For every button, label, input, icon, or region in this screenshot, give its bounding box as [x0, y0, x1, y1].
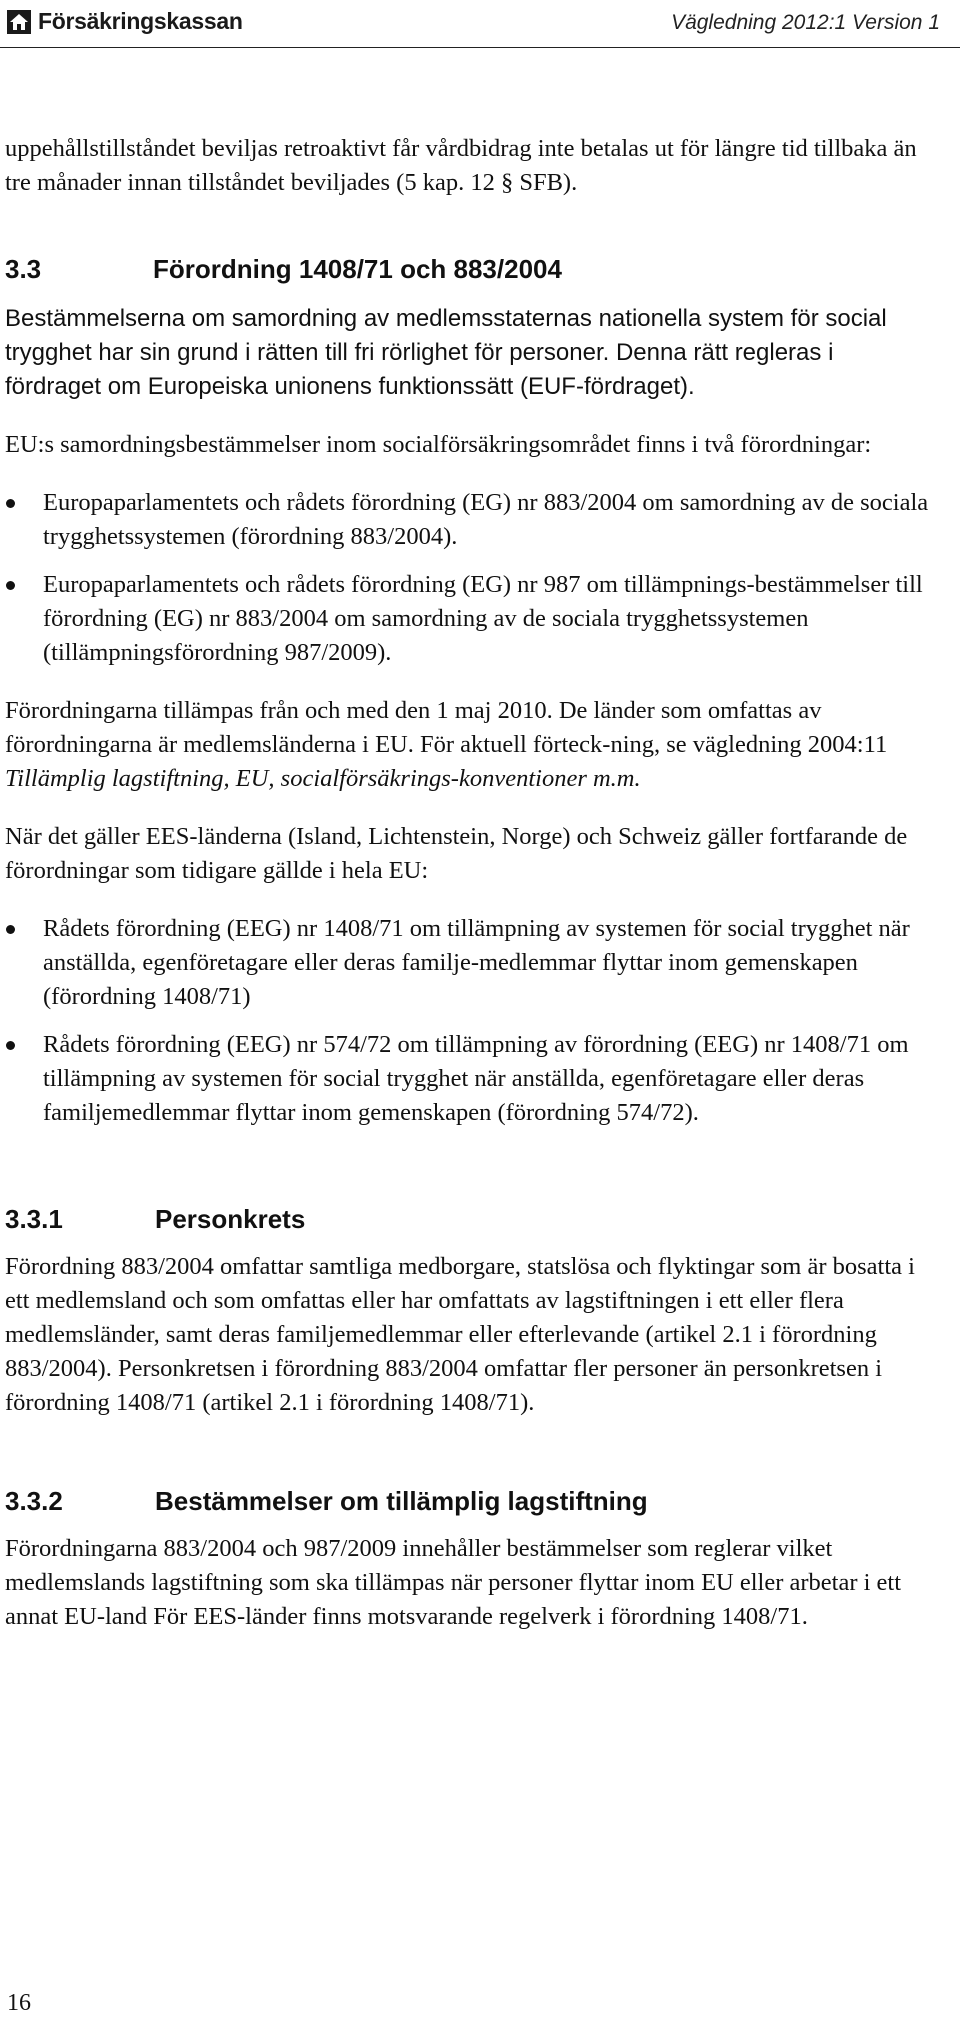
- bullet-icon: [6, 1041, 15, 1050]
- section-title: Förordning 1408/71 och 883/2004: [153, 254, 562, 284]
- house-logo-icon: [6, 9, 32, 35]
- guide-reference: Tillämplig lagstiftning, EU, socialförsäkrings-konventioner m.m.: [5, 765, 641, 792]
- paragraph-application: [5, 694, 930, 796]
- bullet-icon: [6, 499, 15, 508]
- bullet-icon: [6, 581, 15, 590]
- list-item: [5, 568, 930, 670]
- list-item: [5, 1028, 930, 1130]
- list-item: [5, 912, 930, 1014]
- section-title: Bestämmelser om tillämplig lagstiftning: [155, 1486, 648, 1516]
- list-item-text: Rådets förordning (EEG) nr 1408/71 om tillämpning av systemen för social trygghet när anställda, egenföretagare eller deras familje-medlemmar flyttar inom gemenskapen (förordning 1408/71): [43, 915, 910, 1010]
- header-divider: [0, 47, 960, 48]
- document-version: Vägledning 2012:1 Version 1: [671, 11, 940, 34]
- section-number: 3.3.2: [5, 1486, 63, 1516]
- section-heading-3-3: [5, 252, 930, 286]
- bullet-icon: [6, 925, 15, 934]
- section-number: 3.3: [5, 254, 42, 284]
- page-number: 16: [7, 1990, 31, 2016]
- page-header: [0, 0, 960, 48]
- paragraph-text: Förordningarna tillämpas från och med den 1 maj 2010. De länder som omfattas av förordningarna är medlemsländerna i EU. För aktuell förteck-ning, se vägledning 2004:11: [5, 697, 888, 758]
- logo-text: Försäkringskassan: [38, 8, 243, 34]
- list-item-text: Rådets förordning (EEG) nr 574/72 om tillämpning av förordning (EEG) nr 1408/71 om tillämpning av systemen för social trygghet när anställda, egenföretagare eller deras familjemedlemmar flyttar inom gemenskapen (förordning 574/72).: [43, 1031, 909, 1126]
- section-title: Personkrets: [155, 1204, 306, 1234]
- regulation-list-eu: [5, 486, 930, 670]
- paragraph-ees: När det gäller EES-länderna (Island, Lichtenstein, Norge) och Schweiz gäller fortfarande de förordningar som tidigare gällde i hela EU:: [5, 823, 908, 884]
- list-item-text: Europaparlamentets och rådets förordning (EG) nr 883/2004 om samordning av de sociala trygghetssystemen (förordning 883/2004).: [43, 489, 929, 550]
- regulation-list-ees: [5, 912, 930, 1130]
- section-intro: Bestämmelserna om samordning av medlemsstaternas nationella system för social trygghet har sin grund i rätten till fri rörlighet för personer. Denna rätt regleras i fördraget om Europeiska unionens funktionssätt (EUF-fördraget).: [5, 305, 887, 400]
- page-body: [5, 132, 930, 1658]
- list-item: [5, 486, 930, 554]
- logo: [6, 8, 243, 35]
- paragraph-tillamplig-lagstiftning: Förordningarna 883/2004 och 987/2009 innehåller bestämmelser som reglerar vilket medlemslands lagstiftning som ska tillämpas när personer flyttar inom EU eller arbetar i ett annat EU-land För EES-länder finns motsvarande regelverk i förordning 1408/71.: [5, 1535, 902, 1630]
- section-number: 3.3.1: [5, 1204, 63, 1234]
- list-item-text: Europaparlamentets och rådets förordning (EG) nr 987 om tillämpnings-bestämmelser till förordning (EG) nr 883/2004 om samordning av de sociala trygghetssystemen (tillämpningsförordning 987/2009).: [43, 571, 923, 666]
- section-heading-3-3-2: [5, 1484, 930, 1518]
- paragraph-continuation: uppehållstillståndet beviljas retroaktivt får vårdbidrag inte betalas ut för längre tid tillbaka än tre månader innan tillståndet beviljades (5 kap. 12 § SFB).: [5, 135, 917, 196]
- section-heading-3-3-1: [5, 1202, 930, 1236]
- paragraph-eu-regulations: EU:s samordningsbestämmelser inom socialförsäkringsområdet finns i två förordningar:: [5, 431, 872, 458]
- paragraph-personkrets: Förordning 883/2004 omfattar samtliga medborgare, statslösa och flyktingar som är bosatta i ett medlemsland och som omfattas eller har omfattats av lagstiftningen i ett eller flera medlemsländer, samt deras familjemedlemmar eller efterlevande (artikel 2.1 i förordning 883/2004). Personkretsen i förordning 883/2004 omfattar fler personer än personkretsen i förordning 1408/71 (artikel 2.1 i förordning 1408/71).: [5, 1253, 915, 1416]
